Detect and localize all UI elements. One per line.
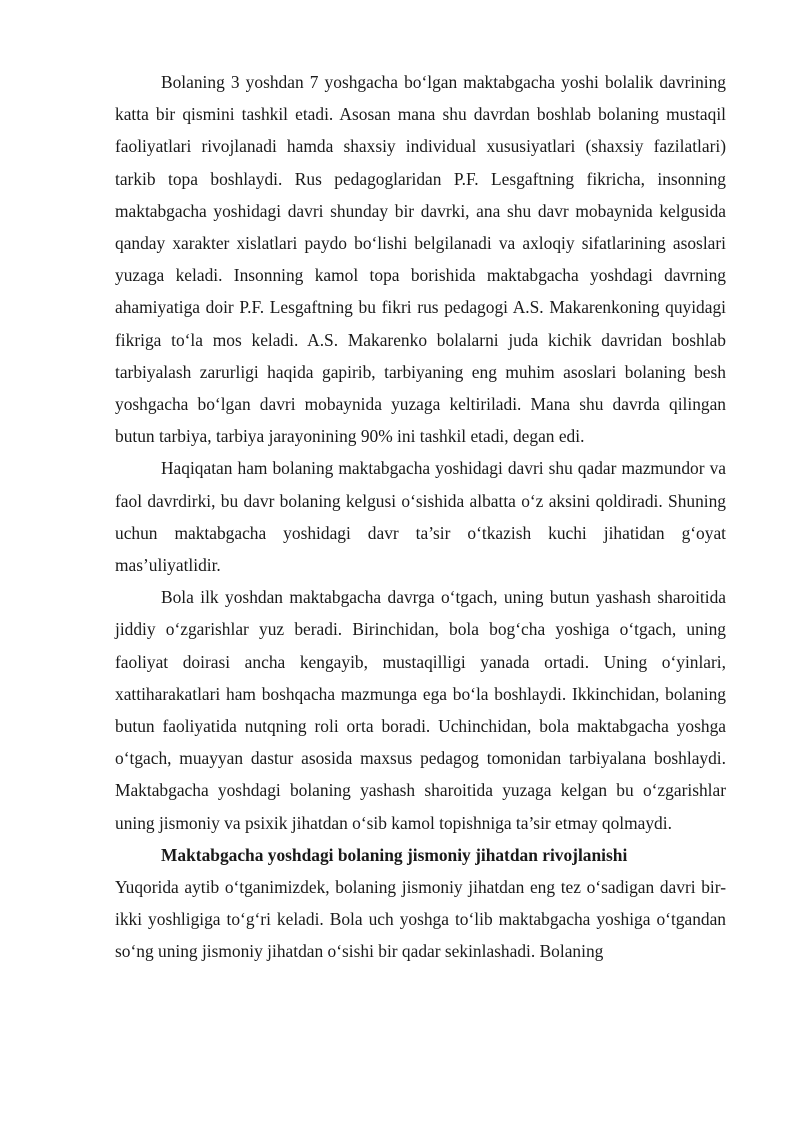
document-page xyxy=(115,66,726,968)
paragraph: Haqiqatan ham bolaning maktabgacha yoshidagi davri shu qadar mazmundor va faol davrdirki, bu davr bolaning kelgusi o‘sishida albatta o‘z aksini qoldiradi. Shuning uchun maktabgacha yoshidagi davr ta’sir o‘tkazish kuchi jihatidan g‘oyat mas’uliyatlidir. xyxy=(115,458,726,576)
paragraph: Bola ilk yoshdan maktabgacha davrga o‘tgach, uning butun yashash sharoitida jiddiy o‘zgarishlar yuz beradi. Birinchidan, bola bog‘cha yoshiga o‘tgach, uning faoliyat doirasi ancha kengayib, mustaqilligi yanada ortadi. Uning o‘yinlari, xattiharakatlari ham boshqacha mazmunga ega bo‘la boshlaydi. Ikkinchidan, bolaning butun faoliyatida nutqning roli orta boradi. Uchinchidan, bola maktabgacha yoshga o‘tgach, muayyan dastur asosida maxsus pedagog tomonidan tarbiyalana boshlaydi. Maktabgacha yoshdagi bolaning yashash sharoitida yuzaga kelgan bu o‘zgarishlar uning jismoniy va psixik jihatdan o‘sib kamol topishniga ta’sir etmay qolmaydi. xyxy=(115,587,726,833)
section-heading: Maktabgacha yoshdagi bolaning jismoniy jihatdan rivojlanishi xyxy=(161,844,628,865)
paragraph: Bolaning 3 yoshdan 7 yoshgacha bo‘lgan maktabgacha yoshi bolalik davrining katta bir qismini tashkil etadi. Asosan mana shu davrdan boshlab bolaning mustaqil faoliyatlari rivojlanadi hamda shaxsiy individual xususiyatlari (shaxsiy fazilatlari) tarkib topa boshlaydi. Rus pedagoglaridan P.F. Lesgaftning fikricha, insonning maktabgacha yoshidagi davri shunday bir davrki, ana shu davr mobaynida kelgusida qanday xarakter xislatlari paydo bo‘lishi belgilanadi va axloqiy sifatlarining asoslari yuzaga keladi. Insonning kamol topa borishida maktabgacha yoshdagi davrning ahamiyatiga doir P.F. Lesgaftning bu fikri rus pedagogi A.S. Makarenkoning quyidagi fikriga to‘la mos keladi. A.S. Makarenko bolalarni juda kichik davridan boshlab tarbiyalash zarurligi haqida gapirib, tarbiyaning eng muhim asoslari bolaning besh yoshgacha bo‘lgan davri mobaynida yuzaga keltiriladi. Mana shu davrda qilingan butun tarbiya, tarbiya jarayonining 90% ini tashkil etadi, degan edi. xyxy=(115,72,726,447)
paragraph: Yuqorida aytib o‘tganimizdek, bolaning jismoniy jihatdan eng tez o‘sadigan davri bir-ikki yoshligiga to‘g‘ri keladi. Bola uch yoshga to‘lib maktabgacha yoshiga o‘tgandan so‘ng uning jismoniy jihatdan o‘sishi bir qadar sekinlashadi. Bolaning xyxy=(115,877,726,962)
